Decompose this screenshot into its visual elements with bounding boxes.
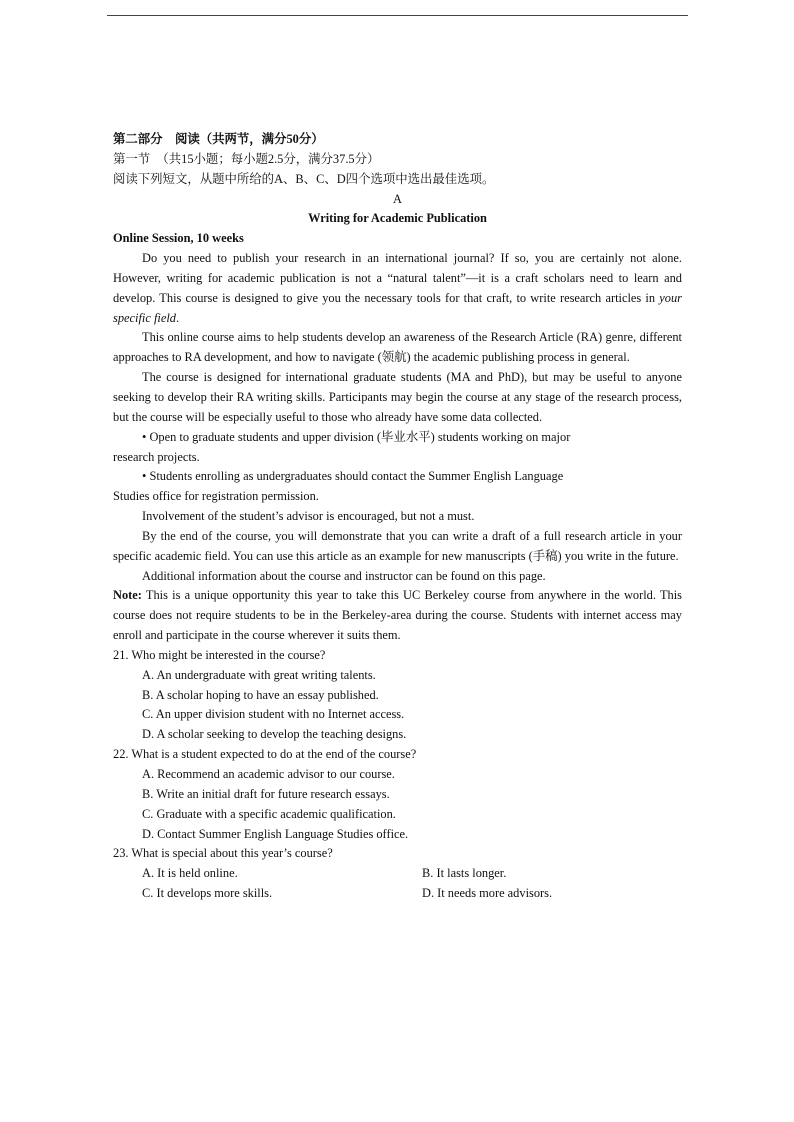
option-d: D. Contact Summer English Language Studies office. [142,826,409,841]
section-title: 第一节 （共15小题；每小题2.5分，满分37.5分） [113,151,380,166]
passage-title: Writing for Academic Publication [308,211,487,226]
passage-subtitle: Online Session, 10 weeks [113,231,244,246]
paragraph-1-text: Do you need to publish your research in an international journal? If so, you are certainly not alone. However, writing for academic publication is not a “natural talent”—it is a craft scholars need to learn and develop. This course is designed to give you the necessary tools for that craft, to write research articles in [113,251,682,305]
paragraph-2: This online course aims to help students develop an awareness of the Research Article (RA) genre, different approaches to RA development, and how to navigate (领航) the academic publishing process in general. [113,330,682,365]
option-row-2 [113,884,682,904]
paragraph-1 [113,249,682,328]
question-22 [113,745,682,844]
question-stem: 23. What is special about this year’s course? [113,846,333,861]
option-d: D. A scholar seeking to develop the teaching designs. [142,727,407,742]
paragraph-6: Additional information about the course and instructor can be found on this page. [142,568,546,583]
option-b: B. It lasts longer. [422,866,507,881]
bullet-1-line-2: research projects. [113,449,200,464]
option-a: A. It is held online. [142,866,238,881]
note-text: This is a unique opportunity this year to take this UC Berkeley course from anywhere in the world. This course does not require students to be in the Berkeley-area during the course. Students with internet access may enroll and participate in the course wherever it suits them. [113,588,682,643]
part-title: 第二部分 阅读（共两节，满分50分） [113,132,324,146]
question-stem: 21. Who might be interested in the course? [113,647,326,662]
bullet-dot-icon: • [142,429,147,444]
option-b: B. A scholar hoping to have an essay published. [142,687,379,702]
question-23 [113,844,682,904]
passage-letter: A [393,191,402,206]
exam-page [113,130,682,904]
note-label: Note: [113,588,142,603]
question-21 [113,646,682,745]
option-a: A. Recommend an academic advisor to our course. [142,767,395,781]
option-b: B. Write an initial draft for future research essays. [142,786,390,801]
bullet-dot-icon: • [142,469,147,484]
option-c: C. It develops more skills. [142,886,273,901]
paragraph-4: Involvement of the student’s advisor is encouraged, but not a must. [142,509,475,524]
note-paragraph [113,586,682,646]
bullet-item-2 [113,467,682,507]
paragraph-1-end: . [175,310,180,325]
bullet-2-line-2: Studies office for registration permission. [113,489,319,504]
header-rule [107,15,688,16]
bullet-1-line-1: Open to graduate students and upper division (毕业水平) students working on major [149,429,571,444]
paragraph-5: By the end of the course, you will demonstrate that you can write a draft of a full research article in your specific academic field. You can use this article as an example for new manuscripts (手稿) you write in the future. [113,528,682,563]
bullet-2-line-1: Students enrolling as undergraduates should contact the Summer English Language [149,469,564,484]
option-a: A. An undergraduate with great writing talents. [142,667,376,682]
option-c: C. An upper division student with no Internet access. [142,707,405,722]
question-stem: 22. What is a student expected to do at the end of the course? [113,747,417,762]
option-c: C. Graduate with a specific academic qualification. [142,806,396,821]
bullet-item-1 [113,428,682,468]
paragraph-1-italic: your specific field [113,290,682,325]
option-d: D. It needs more advisors. [422,886,553,901]
option-row-1 [113,864,682,884]
instruction: 阅读下列短文，从题中所给的A、B、C、D四个选项中选出最佳选项。 [113,171,495,186]
paragraph-3: The course is designed for international graduate students (MA and PhD), but may be useful to anyone seeking to develop their RA writing skills. Participants may begin the course at any stage of the research process, but the course will be especially useful to those who already have some data collected. [113,370,682,424]
